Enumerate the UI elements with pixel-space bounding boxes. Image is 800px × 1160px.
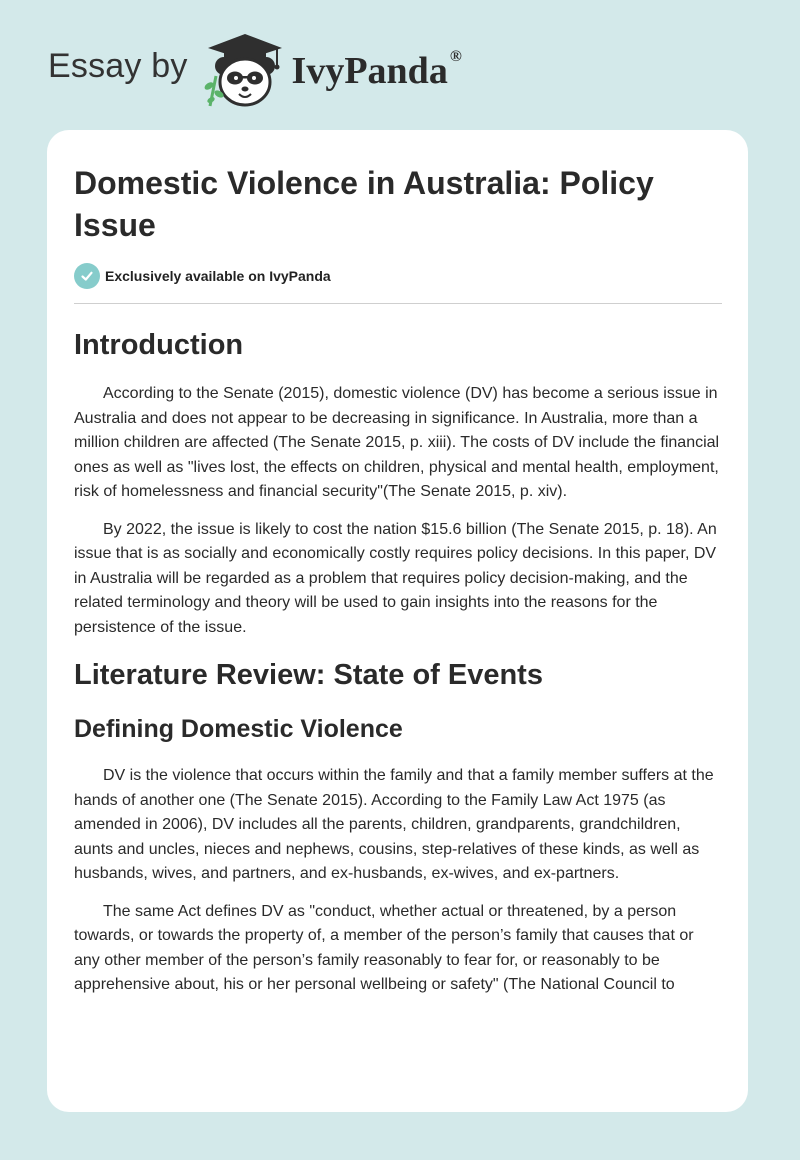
check-icon: [74, 263, 100, 289]
paragraph: By 2022, the issue is likely to cost the nation $15.6 billion (The Senate 2015, p. 18). An issue that is as socially and economically costly requires policy decisions. In this paper, DV in Australia will be regarded as a problem that requires policy decision-making, and the related terminology and theory will be used to gain insights into the reasons for the persistence of the issue.: [74, 520, 717, 636]
paragraph: DV is the violence that occurs within the family and that a family member suffers at the hands of another one (The Senate 2015). According to the Family Law Act 1975 (as amended in 2006), DV includes all the parents, children, grandparents, grandchildren, aunts and uncles, nieces and nephews, cousins, step-relatives of these kinds, as well as husbands, wives, and partners, and ex-husbands, ex-wives, and ex-partners.: [74, 767, 714, 882]
section-heading-literature-review: Literature Review: State of Events: [74, 659, 543, 691]
site-header: [48, 30, 462, 110]
brand-name: IvyPanda: [291, 50, 448, 92]
section-heading-introduction: Introduction: [74, 329, 244, 361]
brand-logo-text[interactable]: [292, 49, 462, 93]
panda-logo-icon[interactable]: [202, 30, 288, 110]
exclusive-badge: [74, 262, 722, 290]
article-title: Domestic Violence in Australia: Policy Issue: [74, 165, 654, 243]
exclusive-badge-label: Exclusively available on IvyPanda: [105, 268, 331, 284]
subsection-heading-defining-dv: Defining Domestic Violence: [74, 715, 403, 743]
paragraph: According to the Senate (2015), domestic violence (DV) has become a serious issue in Australia and does not appear to be decreasing in significance. In Australia, more than a million children are affected (The Senate 2015, p. xiii). The costs of DV include the financial ones as well as "lives lost, the effects on children, physical and mental health, employment, risk of homelessness and financial security"(The Senate 2015, p. xiv).: [74, 385, 720, 500]
registered-mark: ®: [449, 48, 462, 66]
title-divider: [74, 303, 722, 304]
paragraph: The same Act defines DV as "conduct, whether actual or threatened, by a person towards, or towards the property of, a member of the person’s family that causes that or any other member of the person’s family reasonably to fear for, or reasonably to be apprehensive about, his or her personal wellbeing or safety" (The National Council to: [74, 902, 694, 993]
article-card: [47, 130, 748, 1112]
essay-by-label: Essay by: [48, 46, 188, 85]
